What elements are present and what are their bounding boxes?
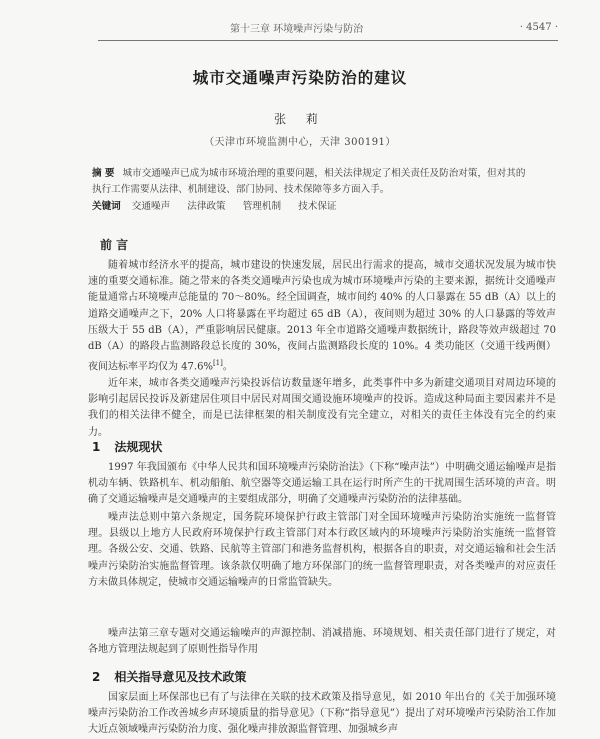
section-number: 1	[92, 440, 101, 454]
keywords-label: 关键词	[92, 201, 121, 212]
preface-paragraph-1	[88, 258, 556, 376]
keyword: 交通噪声	[131, 201, 171, 212]
abstract-label: 摘 要	[92, 168, 115, 179]
page-number: · 4547 ·	[519, 22, 558, 33]
preface-paragraph-2: 近年来，城市各类交通噪声污染投诉信访数量逐年增多，此类事件中多为新建交通项目对周边环境的影响引起居民投诉及新建居住项目中居民对周围交通设施环境噪声的投诉。造成这种局面主要因素并不是我们的相关法律不健全，而是已法律框架的相关制度没有完全建立，对相关的责任主体没有完全的约束力。	[88, 378, 556, 438]
author-affiliation: （天津市环境监测中心，天津 300191）	[204, 137, 396, 148]
keyword: 技术保证	[298, 201, 337, 212]
keywords	[92, 198, 532, 212]
keyword: 法律政策	[187, 201, 226, 212]
article-title: 城市交通噪声污染防治的建议	[192, 69, 408, 87]
article-author: 张 莉	[274, 112, 326, 126]
citation-ref: [1]	[212, 359, 223, 368]
running-title: 第十三章 环境噪声污染与防治	[230, 24, 364, 35]
section-1-paragraph-2: 噪声法总则中第六条规定，国务院环境保护行政主管部门对全国环境噪声污染防治实施统一监督管理。县级以上地方人民政府环境保护行政主管部门对本行政区域内的环境噪声污染防治实施统一监督管理。各级公安、交通、铁路、民航等主管部门和港务监督机构，根据各自的职责，对交通运输和社会生活噪声污染防治实施监督管理。该条款仅明确了地方环保部门的统一监督管理职责，对各类噪声的对应责任方未做具体规定，使城市交通运输噪声的日常监管缺失。	[88, 512, 556, 588]
section-title: 前 言	[100, 238, 129, 252]
section-2-paragraph-1: 国家层面上环保部也已有了与法律在关联的技术政策及指导意见，如 2010 年出台的《关于加强环境噪声污染防治工作改善城乡声环境质量的指导意见》（下称“指导意见”）提出了对环境噪声污染防治工作加大近点领域噪声污染防治力度、强化噪声排放源监督管理、加强城乡声	[88, 692, 556, 736]
running-header	[100, 20, 558, 35]
section-number: 2	[92, 670, 101, 684]
section-heading-preface	[100, 236, 128, 253]
section-title: 相关指导意见及技术政策	[114, 670, 247, 684]
section-1-paragraph-1: 1997 年我国颁布《中华人民共和国环境噪声污染防治法》（下称“噪声法”）中明确交通运输噪声是指机动车辆、铁路机车、机动船舶、航空器等交通运输工具在运行时所产生的干扰周围生活环境的声音。明确了交通运输噪声是交通噪声的主要组成部分，明确了交通噪声污染防治的法律基础。	[88, 462, 556, 506]
abstract-text: 城市交通噪声已成为城市环境治理的重要问题，相关法律规定了相关责任及防治对策，但对其的执行工作需要从法律、机制建设、部门协同、技术保障等多方面入手。	[92, 168, 526, 195]
section-heading-2	[92, 668, 246, 685]
section-heading-1	[92, 438, 162, 455]
section-title: 法规现状	[114, 440, 163, 454]
paragraph-end: 。	[222, 361, 233, 373]
keyword: 管理机制	[242, 201, 282, 212]
header-rule	[98, 40, 558, 41]
paragraph-text: 随着城市经济水平的提高，城市建设的快速发展，居民出行需求的提高，城市交通状况发展为城市快速的重要交通标准。随之带来的各类交通噪声污染也成为城市环境噪声污染的主要来源，据统计交通噪声能量通常占环境噪声总能量的 70～80%。经全国调查，城市间约 40% 的人口暴露在 55 dB（A）以上的道路交通噪声之下，20% 人口将暴露在平均超过 65 dB（A），夜间则为超过 30% 的人口暴露的等效声压级大于 55 dB（A），严重影响居民健康。2013 年全市道路交通噪声数据统计，路段等效声级超过 70 dB（A）的路段占监测路段总长度的 30%，夜间占监测路段长度的 10%。4 类功能区（交通干线两侧）夜间达标率平均仅为 47.6%	[88, 260, 556, 373]
section-1-paragraph-3: 噪声法第三章专题对交通运输噪声的声源控制、消减措施、环境规划、相关责任部门进行了规定，对各地方管理法规起到了原则性指导作用	[88, 628, 556, 656]
abstract	[92, 166, 532, 197]
